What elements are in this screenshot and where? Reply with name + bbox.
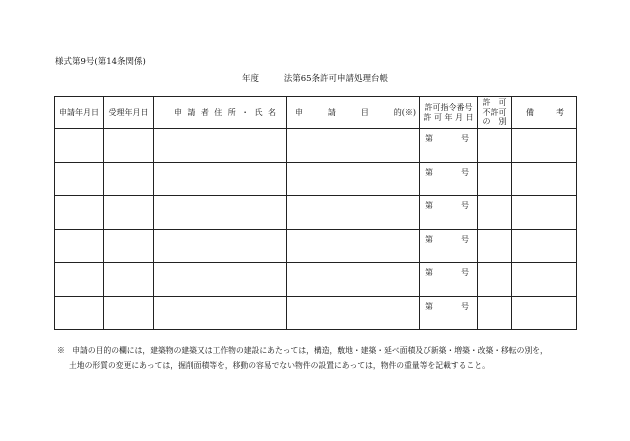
cell-permit-number <box>420 196 478 230</box>
form-number: 様式第9号(第14条関係) <box>55 57 146 67</box>
table-cell <box>154 263 287 297</box>
header-applicant <box>154 97 287 129</box>
ledger-table <box>54 96 577 330</box>
footnote-line-1 <box>57 344 597 359</box>
header-permit-status-line: 不許可 <box>482 107 507 117</box>
row-suffix: 号 <box>461 167 469 177</box>
table-cell <box>287 229 420 263</box>
table-cell <box>55 263 104 297</box>
header-applicant-char: 所 <box>227 108 236 117</box>
table-cell <box>478 196 512 230</box>
table-row <box>55 196 577 230</box>
cell-permit-number <box>420 129 478 163</box>
table-cell <box>478 296 512 330</box>
header-permit-number <box>420 97 478 129</box>
table-cell <box>512 296 577 330</box>
table-cell <box>55 196 104 230</box>
row-suffix: 号 <box>461 201 469 210</box>
table-cell <box>512 129 577 163</box>
header-applicant-char: 氏 <box>254 108 263 117</box>
table-cell <box>55 229 104 263</box>
header-permit-date-line: 許 可 年 月 日 <box>423 112 474 122</box>
header-applicant-char: 住 <box>214 108 223 117</box>
table-cell <box>512 196 577 230</box>
title-year-label: 年度 <box>241 74 259 84</box>
table-cell <box>104 196 154 230</box>
row-prefix: 第 <box>425 301 433 311</box>
table-cell <box>55 162 104 196</box>
table-cell <box>104 162 154 196</box>
row-suffix: 号 <box>461 234 469 244</box>
footnote-text-1: 申請の目的の欄には，建築物の建築又は工作物の建設にあたっては，構造，敷地・建築・延べ面積及び新築・増築・改築・移転の別を， <box>72 346 548 355</box>
row-prefix: 第 <box>425 201 433 210</box>
table-row <box>55 162 577 196</box>
header-permit-status <box>478 97 512 129</box>
row-suffix: 号 <box>461 134 469 143</box>
footnote-mark: ※ <box>57 346 65 355</box>
table-cell <box>478 229 512 263</box>
cell-permit-number <box>420 229 478 263</box>
header-purpose-char: 申 <box>295 108 303 117</box>
table-cell <box>478 162 512 196</box>
table-cell <box>154 129 287 163</box>
table-row <box>55 129 577 163</box>
header-applicant-char: ・ <box>241 108 250 117</box>
table-cell <box>512 229 577 263</box>
table-cell <box>512 263 577 297</box>
table-cell <box>154 296 287 330</box>
table-cell <box>287 296 420 330</box>
header-remarks-char: 考 <box>556 108 564 117</box>
row-prefix: 第 <box>425 234 433 244</box>
cell-permit-number <box>420 263 478 297</box>
table-cell <box>154 162 287 196</box>
footnote-text-2: 土地の形質の変更にあっては，掘削面積等を，移動の容易でない物件の設置にあっては，物件の重量等を記載すること。 <box>69 360 490 370</box>
header-purpose-char: 請 <box>327 108 336 117</box>
header-applicant-char: 名 <box>267 108 276 117</box>
table-cell <box>104 296 154 330</box>
header-purpose-char: 目 <box>360 108 369 117</box>
header-purpose-char: 的(※) <box>393 108 416 117</box>
table-cell <box>478 129 512 163</box>
cell-permit-number <box>420 162 478 196</box>
header-receipt-date: 受理年月日 <box>104 97 154 129</box>
table-cell <box>287 196 420 230</box>
table-row <box>55 229 577 263</box>
table-cell <box>55 129 104 163</box>
table-cell <box>287 263 420 297</box>
table-cell <box>154 196 287 230</box>
table-cell <box>104 229 154 263</box>
header-application-date: 申請年月日 <box>55 97 104 129</box>
header-remarks-char: 備 <box>526 108 534 117</box>
row-suffix: 号 <box>461 301 469 311</box>
header-permit-status-line: の 別 <box>482 117 507 127</box>
table-header-row <box>55 97 577 129</box>
table-cell <box>104 263 154 297</box>
row-prefix: 第 <box>425 268 433 277</box>
header-purpose <box>287 97 420 129</box>
table-cell <box>55 296 104 330</box>
table-row <box>55 296 577 330</box>
table-cell <box>287 129 420 163</box>
row-suffix: 号 <box>461 268 469 277</box>
table-row <box>55 263 577 297</box>
header-applicant-char: 請 <box>187 108 196 117</box>
table-cell <box>512 162 577 196</box>
header-applicant-char: 者 <box>200 108 209 117</box>
row-prefix: 第 <box>425 167 433 177</box>
header-applicant-char: 申 <box>174 108 182 117</box>
table-cell <box>154 229 287 263</box>
footnote <box>57 344 597 373</box>
title-name: 法第65条許可申請処理台帳 <box>283 74 389 84</box>
table-cell <box>478 263 512 297</box>
row-prefix: 第 <box>425 134 433 143</box>
table-cell <box>104 129 154 163</box>
cell-permit-number <box>420 296 478 330</box>
header-remarks <box>512 97 577 129</box>
page-title <box>0 72 630 84</box>
ledger-body <box>55 129 577 330</box>
header-permit-number-line: 許可指令番号 <box>424 103 473 112</box>
table-cell <box>287 162 420 196</box>
header-permit-status-line: 許 可 <box>482 98 507 108</box>
